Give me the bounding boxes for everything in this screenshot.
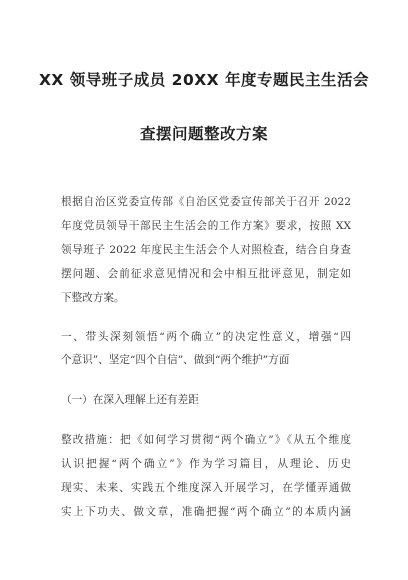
paragraph-line: 领导班子 2022 年度民主生活会个人对照检查，结合自身查 [61,244,351,256]
document-title-line2: 查摆问题整改方案 [139,125,268,143]
section-heading-line: 个意识”、坚定“四个自信”、做到“两个维护”方面 [61,354,290,366]
measures-line: 现实、未来、实践五个维度深入开展学习，在学懂弄通做 [61,482,351,494]
measures-line: 认识把握“两个确立”》作为学习篇目，从理论、历史 [61,458,351,470]
measures-line: 实上下功夫、做文章，准确把握“两个确立”的本质内涵 [61,506,351,518]
paragraph-line: 下整改方案。 [61,292,125,304]
paragraph-line: 根据自治区党委宣传部《自治区党委宣传部关于召开 2022 [61,196,351,208]
paragraph-line: 摆问题、会前征求意见情况和会中相互批评意见，制定如 [61,268,351,280]
section-heading-line: 一、带头深刻领悟“两个确立”的决定性意义，增强“四 [61,331,351,343]
subsection-heading: （一）在深入理解上还有差距 [61,394,199,406]
paragraph-line: 年度党员领导干部民主生活会的工作方案》要求，按照 XX [61,220,351,232]
measures-line: 整改措施：把《如何学习贯彻“两个确立”》《从五个维度 [61,434,351,446]
document-title-line1: XX 领导班子成员 20XX 年度专题民主生活会 [38,71,370,89]
